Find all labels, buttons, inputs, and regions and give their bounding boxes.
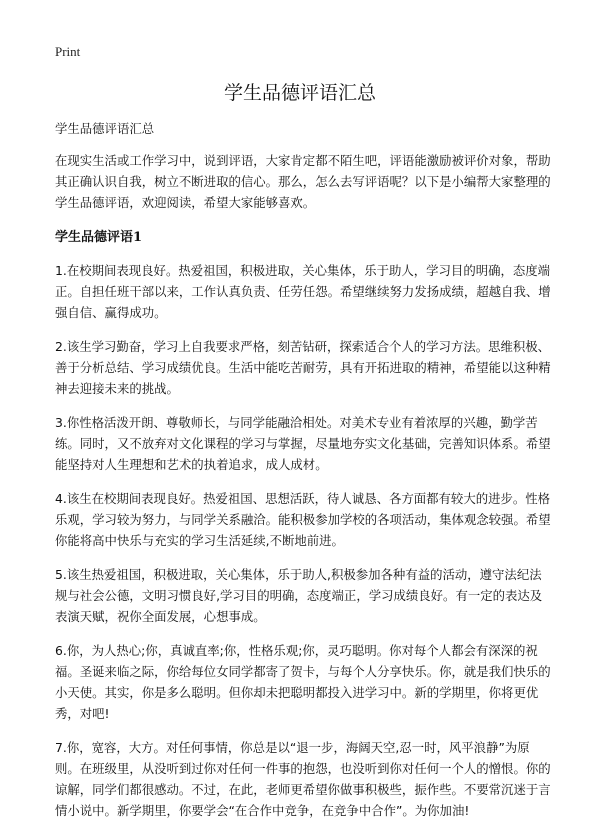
comment-item-2: 2.该生学习勤奋，学习上自我要求严格，刻苦钻研，探索适合个人的学习方法。思维积极、善于分析总结、学习成绩优良。生活中能吃苦耐劳，具有开拓进取的精神，希望能以这种精神去迎接未来的挑战。 [55,339,551,396]
comment-item-4: 4.该生在校期间表现良好。热爱祖国、思想活跃，待人诚恳、各方面都有较大的进步。性格乐观，学习较为努力，与同学关系融洽。能积极参加学校的各项活动，集体观念较强。希望你能将高中快乐与充实的学习生活延续,不断地前进。 [55,491,551,548]
comment-item-6: 6.你，为人热心;你，真诚直率;你，性格乐观;你，灵巧聪明。你对每个人都会有深深的祝福。圣诞来临之际，你给每位女同学都寄了贺卡，与每个人分享快乐。你，就是我们快乐的小天使。其实，你是多么聪明。但你却未把聪明都投入进学习中。新的学期里，你将更优秀，对吧! [55,643,551,721]
comment-item-5: 5.该生热爱祖国，积极进取，关心集体，乐于助人,积极参加各种有益的活动，遵守法纪法规与社会公德，文明习惯良好,学习目的明确，态度端正，学习成绩良好。有一定的表达及表演天赋，祝你全面发展，心想事成。 [55,567,543,624]
print-link[interactable]: Print [55,44,81,59]
page-title: 学生品德评语汇总 [223,82,376,104]
comment-item-3: 3.你性格活泼开朗、尊敬师长，与同学能融洽相处。对美术专业有着浓厚的兴趣，勤学苦练。同时，又不放弃对文化课程的学习与掌握，尽量地夯实文化基础，完善知识体系。希望能坚持对人生理想和艺术的执着追求，成人成材。 [55,415,551,472]
comment-item-7: 7.你，宽容，大方。对任何事情，你总是以“退一步，海阔天空,忍一时，风平浪静”为原则。在班级里，从没听到过你对任何一件事的抱怨，也没听到你对任何一个人的憎恨。你的谅解，同学们都很感动。不过，在此，老师更希望你做事积极些，振作些。不要常沉迷于言情小说中。新学期里，你要学会“在合作中竞争，在竞争中合作”。为你加油! [55,740,551,818]
article-body [55,118,553,834]
article-subtitle: 学生品德评语汇总 [55,121,155,136]
comment-item-1: 1.在校期间表现良好。热爱祖国，积极进取，关心集体，乐于助人，学习目的明确，态度端正。自担任班干部以来，工作认真负责、任劳任怨。希望继续努力发扬成绩，超越自我、增强自信、赢得成功。 [55,263,551,320]
intro-paragraph: 在现实生活或工作学习中，说到评语，大家肯定都不陌生吧，评语能激励被评价对象，帮助其正确认识自我，树立不断进取的信心。那么，怎么去写评语呢？以下是小编帮大家整理的学生品德评语，欢迎阅读，希望大家能够喜欢。 [55,153,551,210]
section-heading: 学生品德评语1 [55,230,143,245]
